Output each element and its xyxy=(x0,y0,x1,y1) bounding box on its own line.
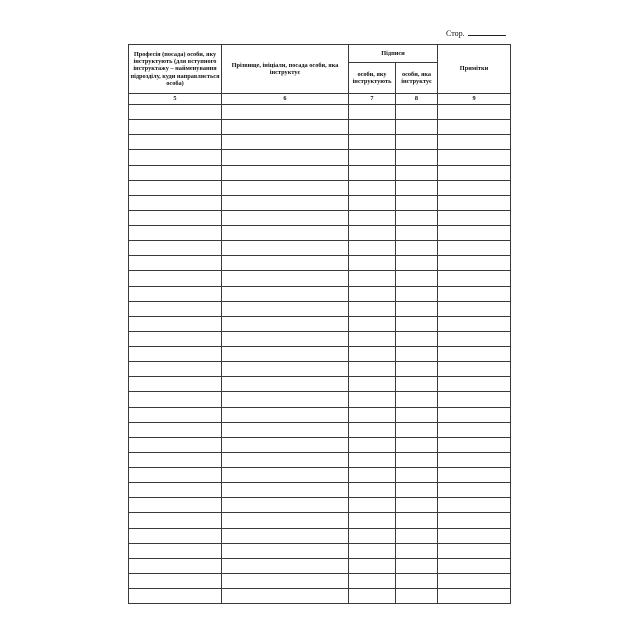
table-row xyxy=(129,468,511,483)
table-cell[interactable] xyxy=(222,120,349,135)
table-cell[interactable] xyxy=(349,422,396,437)
briefing-log-table xyxy=(128,44,511,604)
table-cell[interactable] xyxy=(396,558,438,573)
log-body xyxy=(129,105,511,604)
table-cell[interactable] xyxy=(349,573,396,588)
table-cell[interactable] xyxy=(396,165,438,180)
table-cell[interactable] xyxy=(349,316,396,331)
table-cell[interactable] xyxy=(222,392,349,407)
table-cell[interactable] xyxy=(222,483,349,498)
table-cell[interactable] xyxy=(396,286,438,301)
table-cell[interactable] xyxy=(438,120,511,135)
table-cell[interactable] xyxy=(396,347,438,362)
table-cell[interactable] xyxy=(396,392,438,407)
table-cell[interactable] xyxy=(396,256,438,271)
table-cell[interactable] xyxy=(349,150,396,165)
table-row xyxy=(129,589,511,604)
table-cell[interactable] xyxy=(396,135,438,150)
table-cell[interactable] xyxy=(222,513,349,528)
table-cell[interactable] xyxy=(129,392,222,407)
table-row xyxy=(129,165,511,180)
table-cell[interactable] xyxy=(222,165,349,180)
table-cell[interactable] xyxy=(349,528,396,543)
table-cell[interactable] xyxy=(129,528,222,543)
table-row xyxy=(129,316,511,331)
table-cell[interactable] xyxy=(438,468,511,483)
table-cell[interactable] xyxy=(438,226,511,241)
table-cell[interactable] xyxy=(222,226,349,241)
table-cell[interactable] xyxy=(129,180,222,195)
table-cell[interactable] xyxy=(222,105,349,120)
table-cell[interactable] xyxy=(129,241,222,256)
table-cell[interactable] xyxy=(438,301,511,316)
table-cell[interactable] xyxy=(438,135,511,150)
table-cell[interactable] xyxy=(349,362,396,377)
table-cell[interactable] xyxy=(438,150,511,165)
table-cell[interactable] xyxy=(438,407,511,422)
header-instructor: Прізвище, ініціали, посада особи, яка інструктує xyxy=(222,45,349,94)
table-cell[interactable] xyxy=(396,271,438,286)
table-cell[interactable] xyxy=(222,135,349,150)
table-cell[interactable] xyxy=(438,377,511,392)
table-cell[interactable] xyxy=(396,543,438,558)
table-cell[interactable] xyxy=(349,452,396,467)
table-cell[interactable] xyxy=(129,271,222,286)
table-cell[interactable] xyxy=(438,165,511,180)
table-row xyxy=(129,543,511,558)
table-row xyxy=(129,437,511,452)
table-cell[interactable] xyxy=(129,362,222,377)
table-row xyxy=(129,180,511,195)
table-cell[interactable] xyxy=(129,589,222,604)
column-number: 5 xyxy=(129,94,222,105)
table-cell[interactable] xyxy=(222,543,349,558)
table-cell[interactable] xyxy=(129,226,222,241)
header-notes: Примітки xyxy=(438,45,511,94)
table-row xyxy=(129,210,511,225)
table-cell[interactable] xyxy=(349,105,396,120)
table-cell[interactable] xyxy=(438,422,511,437)
table-cell[interactable] xyxy=(349,589,396,604)
table-cell[interactable] xyxy=(222,437,349,452)
table-cell[interactable] xyxy=(396,573,438,588)
table-cell[interactable] xyxy=(129,331,222,346)
table-cell[interactable] xyxy=(349,407,396,422)
table-cell[interactable] xyxy=(222,241,349,256)
table-cell[interactable] xyxy=(396,362,438,377)
table-cell[interactable] xyxy=(222,528,349,543)
table-cell[interactable] xyxy=(349,271,396,286)
table-row xyxy=(129,226,511,241)
table-cell[interactable] xyxy=(129,301,222,316)
table-cell[interactable] xyxy=(396,437,438,452)
table-row xyxy=(129,241,511,256)
table-cell[interactable] xyxy=(129,498,222,513)
table-cell[interactable] xyxy=(396,241,438,256)
table-cell[interactable] xyxy=(349,513,396,528)
table-row xyxy=(129,256,511,271)
table-cell[interactable] xyxy=(438,498,511,513)
table-cell[interactable] xyxy=(349,226,396,241)
table-cell[interactable] xyxy=(438,528,511,543)
table-cell[interactable] xyxy=(349,286,396,301)
table-cell[interactable] xyxy=(349,195,396,210)
table-row xyxy=(129,195,511,210)
page-number-label xyxy=(446,29,506,38)
table-cell[interactable] xyxy=(129,377,222,392)
table-cell[interactable] xyxy=(396,422,438,437)
table-cell[interactable] xyxy=(396,316,438,331)
table-cell[interactable] xyxy=(129,195,222,210)
table-cell[interactable] xyxy=(129,286,222,301)
table-cell[interactable] xyxy=(222,452,349,467)
table-cell[interactable] xyxy=(438,483,511,498)
table-cell[interactable] xyxy=(222,301,349,316)
table-cell[interactable] xyxy=(129,347,222,362)
table-cell[interactable] xyxy=(129,513,222,528)
table-cell[interactable] xyxy=(438,271,511,286)
column-number: 8 xyxy=(396,94,438,105)
table-cell[interactable] xyxy=(349,165,396,180)
table-cell[interactable] xyxy=(222,286,349,301)
table-row xyxy=(129,452,511,467)
table-cell[interactable] xyxy=(349,558,396,573)
table-cell[interactable] xyxy=(129,422,222,437)
table-cell[interactable] xyxy=(222,331,349,346)
table-cell[interactable] xyxy=(129,573,222,588)
column-number: 7 xyxy=(349,94,396,105)
table-cell[interactable] xyxy=(438,573,511,588)
table-cell[interactable] xyxy=(396,468,438,483)
table-row xyxy=(129,573,511,588)
table-cell[interactable] xyxy=(349,301,396,316)
table-cell[interactable] xyxy=(438,543,511,558)
header-profession: Професія (посада) особи, яку інструктують (для вступного інструктажу – найменування підрозділу, куди направляється особа) xyxy=(129,45,222,94)
table-cell[interactable] xyxy=(438,362,511,377)
table-cell[interactable] xyxy=(129,256,222,271)
table-cell[interactable] xyxy=(349,437,396,452)
table-cell[interactable] xyxy=(438,210,511,225)
table-cell[interactable] xyxy=(349,210,396,225)
table-row xyxy=(129,498,511,513)
table-cell[interactable] xyxy=(349,543,396,558)
table-row xyxy=(129,331,511,346)
table-cell[interactable] xyxy=(438,256,511,271)
table-cell[interactable] xyxy=(396,407,438,422)
table-row xyxy=(129,377,511,392)
table-row xyxy=(129,301,511,316)
table-cell[interactable] xyxy=(396,589,438,604)
table-row xyxy=(129,558,511,573)
page-number-field[interactable] xyxy=(468,35,506,36)
table-cell[interactable] xyxy=(438,180,511,195)
table-cell[interactable] xyxy=(222,407,349,422)
table-cell[interactable] xyxy=(396,513,438,528)
table-cell[interactable] xyxy=(396,195,438,210)
table-row xyxy=(129,362,511,377)
table-cell[interactable] xyxy=(129,437,222,452)
table-row xyxy=(129,286,511,301)
table-cell[interactable] xyxy=(349,468,396,483)
table-cell[interactable] xyxy=(129,316,222,331)
column-number: 6 xyxy=(222,94,349,105)
table-cell[interactable] xyxy=(129,407,222,422)
table-cell[interactable] xyxy=(438,316,511,331)
table-cell[interactable] xyxy=(222,362,349,377)
table-cell[interactable] xyxy=(222,558,349,573)
table-cell[interactable] xyxy=(349,392,396,407)
table-cell[interactable] xyxy=(222,180,349,195)
table-row xyxy=(129,120,511,135)
table-row xyxy=(129,392,511,407)
table-cell[interactable] xyxy=(396,452,438,467)
table-row xyxy=(129,422,511,437)
table-cell[interactable] xyxy=(129,165,222,180)
table-cell[interactable] xyxy=(349,180,396,195)
table-cell[interactable] xyxy=(222,347,349,362)
table-row xyxy=(129,407,511,422)
table-cell[interactable] xyxy=(222,498,349,513)
table-cell[interactable] xyxy=(129,210,222,225)
table-cell[interactable] xyxy=(396,210,438,225)
table-cell[interactable] xyxy=(438,392,511,407)
table-cell[interactable] xyxy=(222,573,349,588)
table-cell[interactable] xyxy=(222,422,349,437)
table-cell[interactable] xyxy=(438,589,511,604)
table-cell[interactable] xyxy=(396,483,438,498)
table-cell[interactable] xyxy=(438,347,511,362)
table-cell[interactable] xyxy=(396,105,438,120)
table-cell[interactable] xyxy=(129,452,222,467)
table-cell[interactable] xyxy=(129,135,222,150)
table-row xyxy=(129,150,511,165)
table-row xyxy=(129,483,511,498)
table-cell[interactable] xyxy=(396,180,438,195)
table-cell[interactable] xyxy=(129,150,222,165)
table-cell[interactable] xyxy=(222,150,349,165)
column-number-row xyxy=(129,94,511,105)
table-cell[interactable] xyxy=(349,135,396,150)
table-cell[interactable] xyxy=(129,468,222,483)
table-cell[interactable] xyxy=(349,498,396,513)
table-cell[interactable] xyxy=(349,241,396,256)
table-cell[interactable] xyxy=(222,271,349,286)
table-cell[interactable] xyxy=(349,483,396,498)
header-signatures: Підписи xyxy=(349,45,438,63)
table-cell[interactable] xyxy=(438,452,511,467)
table-cell[interactable] xyxy=(222,468,349,483)
table-row xyxy=(129,513,511,528)
table-row xyxy=(129,271,511,286)
header-signature-instructor: особи, яка інструктує xyxy=(396,63,438,94)
table-cell[interactable] xyxy=(222,589,349,604)
table-cell[interactable] xyxy=(438,437,511,452)
table-cell[interactable] xyxy=(222,377,349,392)
table-cell[interactable] xyxy=(222,210,349,225)
table-cell[interactable] xyxy=(129,543,222,558)
table-cell[interactable] xyxy=(396,301,438,316)
column-number: 9 xyxy=(438,94,511,105)
table-row xyxy=(129,135,511,150)
table-cell[interactable] xyxy=(349,256,396,271)
table-cell[interactable] xyxy=(349,347,396,362)
table-cell[interactable] xyxy=(438,105,511,120)
table-cell[interactable] xyxy=(396,120,438,135)
table-cell[interactable] xyxy=(129,105,222,120)
table-row xyxy=(129,347,511,362)
table-cell[interactable] xyxy=(396,377,438,392)
table-cell[interactable] xyxy=(129,558,222,573)
table-cell[interactable] xyxy=(349,377,396,392)
table-cell[interactable] xyxy=(438,331,511,346)
table-cell[interactable] xyxy=(222,256,349,271)
table-cell[interactable] xyxy=(438,558,511,573)
table-cell[interactable] xyxy=(438,286,511,301)
page-number-text: Стор. xyxy=(446,29,465,38)
table-cell[interactable] xyxy=(396,226,438,241)
table-row xyxy=(129,528,511,543)
table-cell[interactable] xyxy=(349,331,396,346)
header-signature-instructed: особи, яку інструктують xyxy=(349,63,396,94)
table-cell[interactable] xyxy=(396,528,438,543)
table-cell[interactable] xyxy=(222,195,349,210)
table-cell[interactable] xyxy=(349,120,396,135)
table-cell[interactable] xyxy=(438,195,511,210)
table-cell[interactable] xyxy=(129,483,222,498)
table-cell[interactable] xyxy=(396,498,438,513)
table-cell[interactable] xyxy=(438,513,511,528)
table-cell[interactable] xyxy=(396,150,438,165)
table-cell[interactable] xyxy=(129,120,222,135)
table-cell[interactable] xyxy=(438,241,511,256)
table-cell[interactable] xyxy=(396,331,438,346)
table-row xyxy=(129,105,511,120)
table-cell[interactable] xyxy=(222,316,349,331)
